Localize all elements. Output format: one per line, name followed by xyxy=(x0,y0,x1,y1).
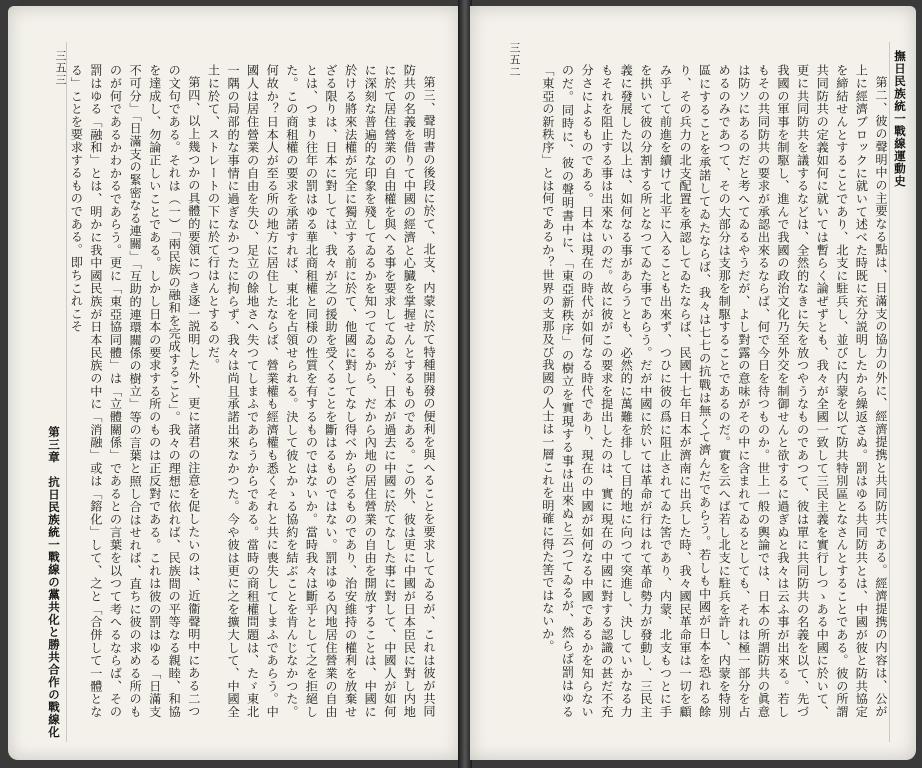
body-text xyxy=(34,64,438,718)
body-text xyxy=(492,64,890,718)
page-number: 三五二 xyxy=(508,42,521,78)
paragraph: 第三、聲明書の後段に於て、北支、内蒙に於て特種開發の便利を與へることを要求してゐるが、これは彼が共同防共の名義を借りて中國の經濟と心臓を掌握せんとするものである。この外、彼は更に中國が日本臣民に對し内地に於て居住營業の自由權を與へる事を要求してゐるが、日本が過去に中國に於てなした事に對して、中國人が如何に深刻な普遍的な印象を殘してゐるかを知つてゐるから、だから內地の居住營業の自由を開放することは、中國に於ける將來法權が完全に獨立する前に於て、他國に對してなし得べからざるものであり、治安維持の權利を放棄せざる限りは、日本に對しては、我々が之の援助を受くることを斷はるものではない。罰はゆる內地居住營業の自由とは、つまり往年の罰はゆる華北商租權と同様の性質を有するものではないか。當時我々は斷乎として之を拒絕した。この商租權の要求を承諾すれば、東北を占領せられる。決して彼とかゝる協約を結ぶことを肯んじなかつた。何故か？日本人が至る所の地方に居住したならば、營業權も經濟權も悉くそれと共に喪失してしまふであらう。中國人は居住營業の自由を失ひ、足立の餘地さへ失つてしまふであらうからである。當時の商租權問題は、たゞ東北一隅の局部的な事情に過ぎなかつたに拘らず、我々は尚且承諾出來なかつた。今や彼は更に之を擴大して、中國全土に於て、ストレートの下に於て行はんとするのだ。 xyxy=(206,64,436,718)
paragraph: 第四、以上幾つかの具體的要領につき逐一説明した外、更に諸君の注意を促したいのは、近衞聲明中にある二つの文句である。それは（一）「兩民族の融和を完成すること」。我々の理想に依れば、民族間の平等なる親睦、和協を達成し、勿論正しいことである。しかし日本の要求する所のものは正反對である。これは彼の罰はゆる「日滿支不可分」「日滿支の緊密なる連關」「互助的連環關係の樹立」等の言葉と照し合はせれば、直ちに彼の求める所のものが何であるかわかるであらう。更に「東亞協同體」は「立體關係」であるとの言葉を以つて考へるならば、その罰はゆる「融和」とは、明かに我中國民族が日本民族の中に「消融」或は「鎔化」して、之と「合併して一體となる」ことを要求するものである。即ちこれこそ xyxy=(69,64,201,718)
page-number: 三五三 xyxy=(54,50,67,86)
left-page xyxy=(8,6,460,760)
running-header: 第三章 抗日民族統一戰線の黨共化と勝共合作の戰線化 xyxy=(47,426,61,739)
paragraph: 第二、彼の聲明中の主要なる點は、日滿支の協力の外に、經濟提携と共同防共である。經濟提携の内容は、公が上に經濟ブロックに就いて述べた時既に充分説明したから繰返さぬ。罰はゆる共同防共とは、中國が彼と防共協定を締結せんとすることであり、北支に駐兵し、並びに内蒙を以て防共特別區となさんとすることである。彼の所謂共同防共の定義如何に就いては暫らく論ぜずとも、我々が全國一致して三民主義を實行しつゝある中國に於いて、更に共同防共を議するなどは、全然的なきに矢を放つやうなものであつて、彼は單に共同防共の名義を以て、先づ我國の軍事を制駆し、進んで我國の政治文化乃至外交を制御せんと欲するに過ぎぬと我々は云ふ事が出來る。若しもその共同防共の要求が承認出來るならば、何で今日を待つものか。世上一般の輿論では、日本の所謂防共の眞意は防ソにあるのだと考へてゐるやうだが、よし對露の意味がその中に含まれてゐるとしても、それは極一部分を占めるのみであつて、その大部分は支那を制駆することであるのだ。實を云へば若し北支に駐兵を許し、内蒙を特別區にすることを承諾してゐたならば、我々は七七の抗戰は無くて濟んだであらう。若しも中國が日本を恐れる餘り、その兵力の北支配置を承認してゐたならば、民國十七年日本が濟南に出兵した時、我々國民革命軍は一切を顧み乎して前進を續けて北平に入ることも出來ず、つひに彼の爲に阻止されてゐた筈であり、内蒙、北支もつとに手を拱いて彼の分割する所となつてゐた事であらう。だが中國に於いては革命が行はれて革命勢力が發動し、三民主義に發展した以上は、如何なる事があらうとも、必然的に萬難を排して目的地に向つて突進し、決していかなる力もそれを阻止する事は出來ないのだ。故に彼がこの要求を提出したのは、實に現在の中國に對する認識の甚だ不充分さによるものである。日本は現在の時代が如何なる時代であり、現在の中國が如何なる中國であるかを知らないのだ。同時に、彼の聲明書中に、「東亞新秩序」の樹立を實現する事は出來ぬと云つてゐるが、然らば罰はゆる「東亞の新秩序」とは何であるか？世界の支那及び我國の人士は一層これを明確に得た筈ではないか。 xyxy=(540,64,888,718)
right-page xyxy=(470,6,916,760)
running-header: 撫日民族統一戰線運動史 xyxy=(893,50,907,188)
